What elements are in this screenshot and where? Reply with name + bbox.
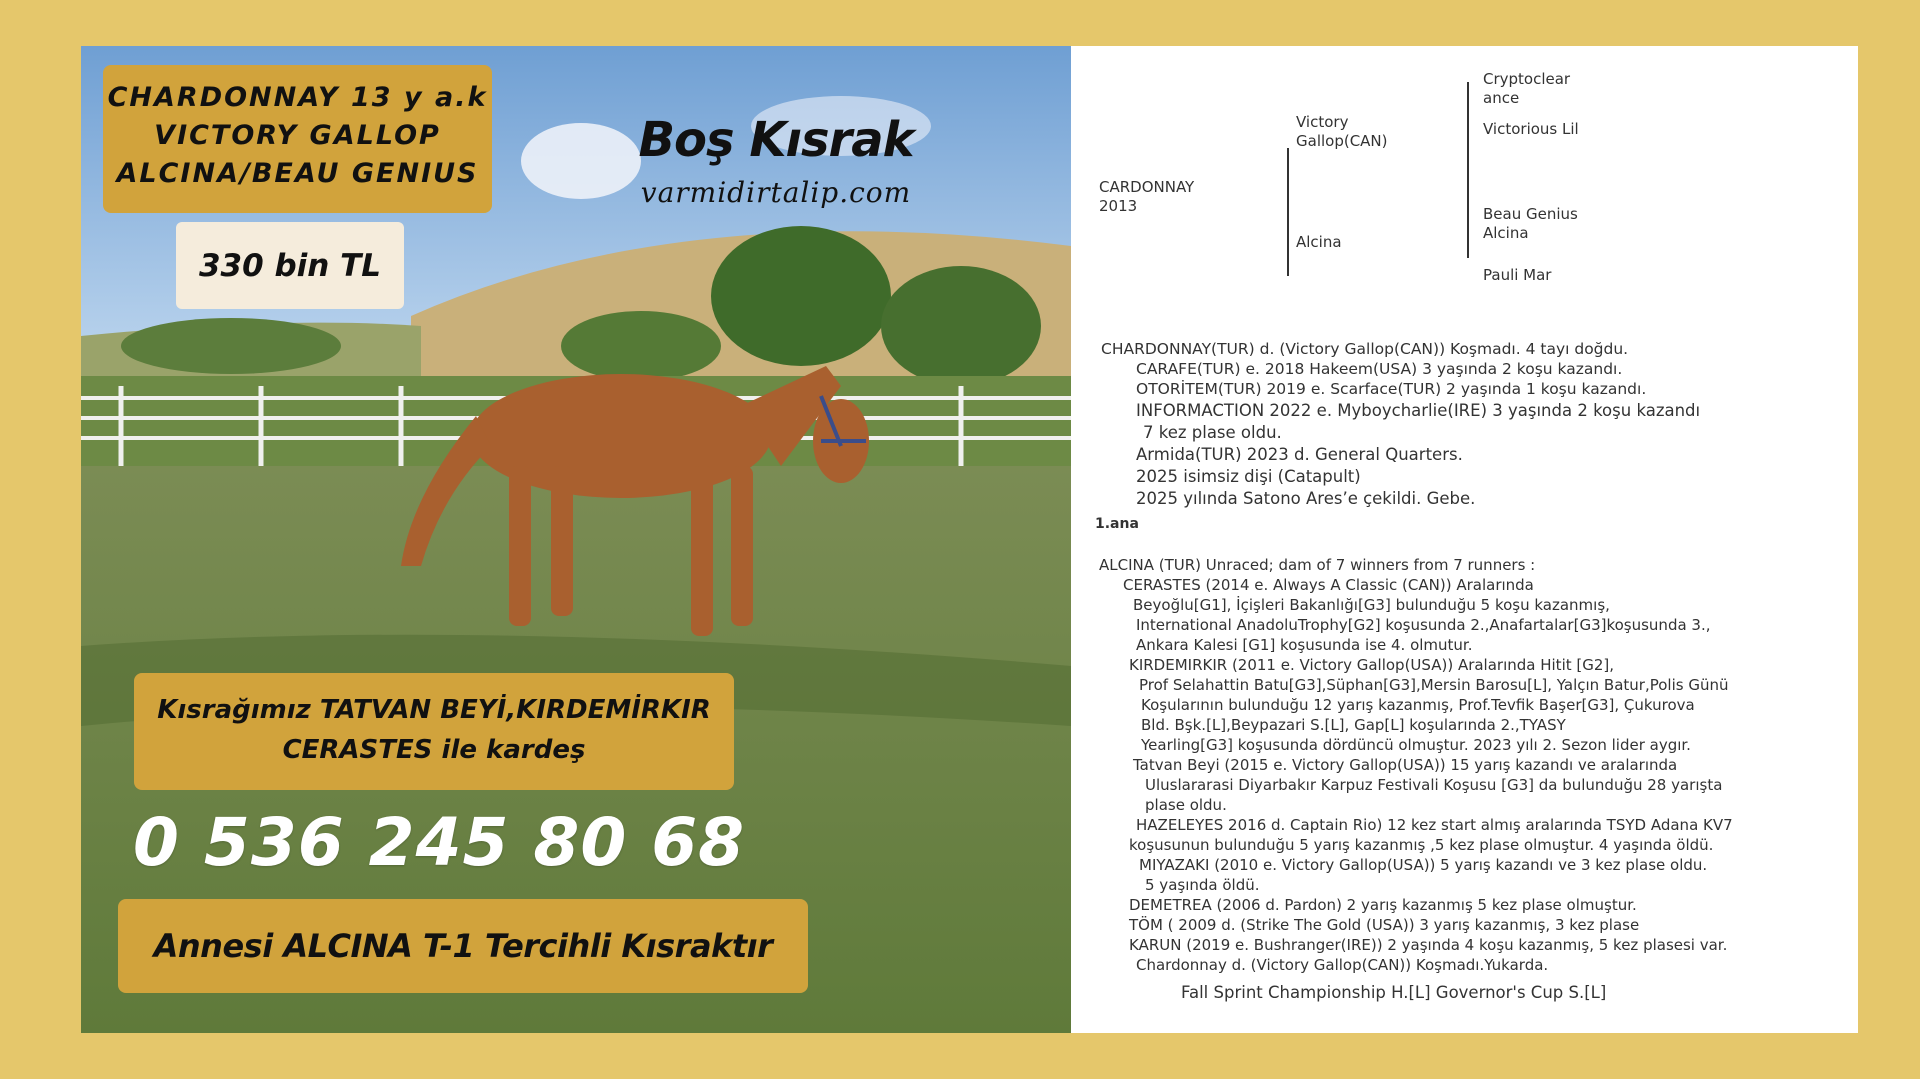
record-line: OTORİTEM(TUR) 2019 e. Scarface(TUR) 2 yaşında 1 koşu kazandı. [1136,380,1647,398]
record-line: Tatvan Beyi (2015 e. Victory Gallop(USA)) 15 yarış kazandı ve aralarında [1133,756,1678,774]
pedigree-bracket-2 [1467,82,1469,258]
record-line: Armida(TUR) 2023 d. General Quarters. [1136,445,1463,464]
title-line-2: VICTORY GALLOP [154,120,441,151]
record-line: 5 yaşında öldü. [1145,876,1260,894]
record-line: Yearling[G3] koşusunda dördüncü olmuştur. 2023 yılı 2. Sezon lider aygır. [1141,736,1691,754]
record-line: 2025 yılında Satono Ares’e çekildi. Gebe. [1136,489,1476,508]
record-line: HAZELEYES 2016 d. Captain Rio) 12 kez start almış aralarında TSYD Adana KV7 [1136,816,1733,834]
record-line: Koşularının bulunduğu 12 yarış kazanmış, Prof.Tevfik Başer[G3], Çukurova [1141,696,1695,714]
headline: Boş Kısrak [638,112,914,168]
record-line: KARUN (2019 e. Bushranger(IRE)) 2 yaşında 4 koşu kazanmış, 5 kez plasesi var. [1129,936,1728,954]
record-line: Bld. Bşk.[L],Beypazari S.[L], Gap[L] koşularında 2.,TYASY [1141,716,1566,734]
horse-photo-panel [81,46,1071,1033]
record-line: Prof Selahattin Batu[G3],Süphan[G3],Mersin Barosu[L], Yalçın Batur,Polis Günü [1139,676,1729,694]
pedigree-dam-sire: Beau Genius Alcina [1483,205,1578,242]
record-line: 7 kez plase oldu. [1143,423,1282,442]
record-line: koşusunun bulunduğu 5 yarış kazanmış ,5 kez plase olmuştur. 4 yaşında öldü. [1129,836,1714,854]
record-line: Beyoğlu[G1], İçişleri Bakanlığı[G3] bulunduğu 5 koşu kazanmış, [1133,596,1610,614]
sibling-line-2: CERASTES ile kardeş [282,735,586,765]
record-line: Uluslararasi Diyarbakır Karpuz Festivali Koşusu [G3] da bulunduğu 28 yarışta [1145,776,1723,794]
pedigree-panel [1071,46,1858,1033]
title-line-3: ALCINA/BEAU GENIUS [116,158,479,189]
pedigree-sire-sire: Cryptoclear ance [1483,70,1571,107]
record-line: CHARDONNAY(TUR) d. (Victory Gallop(CAN)) Koşmadı. 4 tayı doğdu. [1101,340,1629,358]
record-line: ALCINA (TUR) Unraced; dam of 7 winners from 7 runners : [1099,556,1536,574]
pedigree-sire: Victory Gallop(CAN) [1296,113,1388,150]
record-line: Chardonnay d. (Victory Gallop(CAN)) Koşmadı.Yukarda. [1136,956,1549,974]
record-line: plase oldu. [1145,796,1227,814]
pedigree-dam: Alcina [1296,233,1342,251]
pedigree-bracket-1 [1287,148,1289,276]
sibling-line-1: Kısrağımız TATVAN BEYİ,KIRDEMİRKIR [157,695,711,725]
record-line: KIRDEMIRKIR (2011 e. Victory Gallop(USA)) Aralarında Hitit [G2], [1129,656,1615,674]
record-line: Ankara Kalesi [G1] koşusunda ise 4. olmutur. [1136,636,1473,654]
pedigree-dam-dam: Pauli Mar [1483,266,1552,284]
title-box [103,65,492,213]
record-line: International AnadoluTrophy[G2] koşusunda 2.,Anafartalar[G3]koşusunda 3., [1136,616,1711,634]
record-line: INFORMACTION 2022 e. Myboycharlie(IRE) 3 yaşında 2 koşu kazandı [1136,401,1701,420]
phone-number[interactable]: 0 536 245 80 68 [133,804,746,881]
record-line: DEMETREA (2006 d. Pardon) 2 yarış kazanmış 5 kez plase olmuştur. [1129,896,1637,914]
record-line: CARAFE(TUR) e. 2018 Hakeem(USA) 3 yaşında 2 koşu kazandı. [1136,360,1623,378]
pedigree-sire-dam: Victorious Lil [1483,120,1579,138]
price-label: 330 bin TL [176,222,404,309]
record-line: TÖM ( 2009 d. (Strike The Gold (USA)) 3 yarış kazanmış, 3 kez plase [1129,916,1640,934]
record-line: CERASTES (2014 e. Always A Classic (CAN)) Aralarında [1123,576,1534,594]
sibling-box [134,673,734,790]
pedigree-horse: CARDONNAY 2013 [1099,178,1195,215]
record-line: Fall Sprint Championship H.[L] Governor's Cup S.[L] [1181,983,1607,1002]
website-link[interactable]: varmidirtalip.com [640,176,912,209]
record-section-label: 1.ana [1095,516,1139,532]
dam-note: Annesi ALCINA T-1 Tercihli Kısraktır [118,899,808,993]
record-line: MIYAZAKI (2010 e. Victory Gallop(USA)) 5 yarış kazandı ve 3 kez plase oldu. [1139,856,1708,874]
record-line: 2025 isimsiz dişi (Catapult) [1136,467,1361,486]
title-line-1: CHARDONNAY 13 y a.k [107,82,488,113]
